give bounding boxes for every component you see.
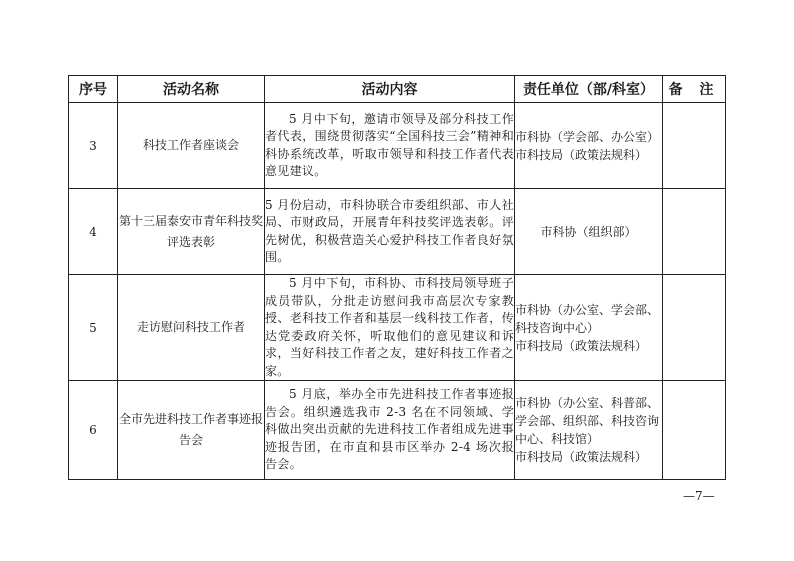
table-row xyxy=(69,381,726,480)
header-responsible-unit: 责任单位（部/科室） xyxy=(515,76,663,103)
responsible-unit xyxy=(515,103,663,189)
table-row xyxy=(69,275,726,381)
row-number: 4 xyxy=(69,189,118,275)
unit-line: 市科技局（政策法规科） xyxy=(515,338,648,353)
remarks-cell xyxy=(663,381,726,480)
remarks-cell xyxy=(663,189,726,275)
remarks-cell xyxy=(663,103,726,189)
header-activity-content: 活动内容 xyxy=(265,76,515,103)
activity-content: 5 月底，举办全市先进科技工作者事迹报告会。组织遴选我市 2-3 名在不同领域、学科做出突出贡献的先进科技工作者组成先进事迹报告团，在市直和县市区举办 2-4 场次报告会。 xyxy=(265,381,515,480)
unit-line: 市科协（办公室、学会部、科技咨询中心） xyxy=(515,302,660,335)
table-header-row xyxy=(69,76,726,103)
unit-line: 市科协（办公室、科普部、学会部、组织部、科技咨询中心、科技馆） xyxy=(515,396,660,446)
activity-name: 第十三届泰安市青年科技奖评选表彰 xyxy=(118,189,265,275)
row-number: 3 xyxy=(69,103,118,189)
table-row xyxy=(69,103,726,189)
header-remarks: 备 注 xyxy=(663,76,726,103)
header-number: 序号 xyxy=(69,76,118,103)
activity-content: 5 月中下旬，邀请市领导及部分科技工作者代表，围绕贯彻落实“全国科技三会”精神和科协系统改革，听取市领导和科技工作者代表意见建议。 xyxy=(265,103,515,189)
remarks-cell xyxy=(663,275,726,381)
activity-name: 走访慰问科技工作者 xyxy=(118,275,265,381)
activity-content: 5 月份启动，市科协联合市委组织部、市人社局、市财政局，开展青年科技奖评选表彰。评先树优，积极营造关心爱护科技工作者良好氛围。 xyxy=(265,189,515,275)
responsible-unit xyxy=(515,189,663,275)
unit-line: 市科技局（政策法规科） xyxy=(515,147,648,162)
page-number: —7— xyxy=(683,489,715,503)
responsible-unit xyxy=(515,381,663,480)
responsible-unit xyxy=(515,275,663,381)
row-number: 5 xyxy=(69,275,118,381)
activity-name: 科技工作者座谈会 xyxy=(118,103,265,189)
unit-line: 市科技局（政策法规科） xyxy=(515,450,648,464)
activity-table xyxy=(68,75,726,480)
activity-name: 全市先进科技工作者事迹报告会 xyxy=(118,381,265,480)
unit-line: 市科协（组织部） xyxy=(540,224,637,239)
activity-content: 5 月中下旬，市科协、市科技局领导班子成员带队，分批走访慰问我市高层次专家教授、老科技工作者和基层一线科技工作者，传达党委政府关怀，听取他们的意见建议和诉求，当好科技工作者之友，建好科技工作者之家。 xyxy=(265,275,515,381)
row-number: 6 xyxy=(69,381,118,480)
header-activity-name: 活动名称 xyxy=(118,76,265,103)
unit-line: 市科协（学会部、办公室） xyxy=(515,129,660,144)
table-row xyxy=(69,189,726,275)
